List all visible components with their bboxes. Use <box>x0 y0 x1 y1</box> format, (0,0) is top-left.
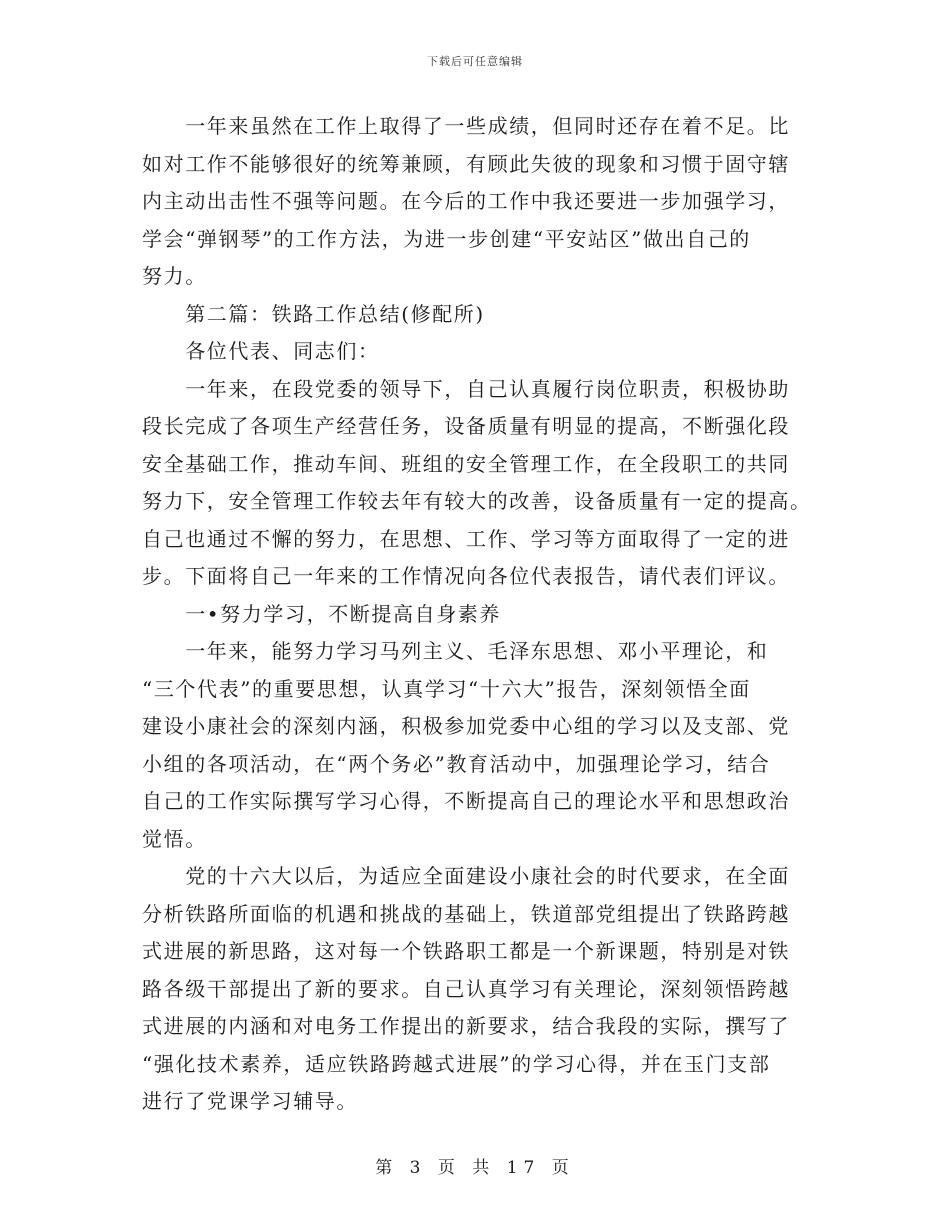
text-line: 式进展的内涵和对电务工作提出的新要求，结合我段的实际，撰写了 <box>142 1014 790 1038</box>
section-heading: 第二篇：铁路工作总结(修配所) <box>142 301 485 326</box>
text-line: 一年来虽然在工作上取得了一些成绩，但同时还存在着不足。比 <box>142 114 790 138</box>
text-line: 努力。 <box>142 264 207 288</box>
text-line: 小组的各项活动，在“两个务必”教育活动中，加强理论学习，结合 <box>142 751 771 776</box>
text-line: 自己的工作实际撰写学习心得，不断提高自己的理论水平和思想政治 <box>142 789 790 813</box>
text-line: 式进展的新思路，这对每一个铁路职工都是一个新课题，特别是对铁 <box>142 939 790 963</box>
text-line: 觉悟。 <box>142 826 207 851</box>
text-line: 分析铁路所面临的机遇和挑战的基础上，铁道部党组提出了铁路跨越 <box>142 901 790 926</box>
text-line: 安全基础工作，推动车间、班组的安全管理工作，在全段职工的共同 <box>142 451 790 476</box>
text-line: 努力下，安全管理工作较去年有较大的改善，设备质量有一定的提高。 <box>142 489 812 513</box>
text-line: 步。下面将自己一年来的工作情况向各位代表报告，请代表们评议。 <box>142 564 790 588</box>
text-line: “强化技术素养，适应铁路跨越式进展”的学习心得，并在玉门支部 <box>142 1051 771 1076</box>
salutation: 各位代表、同志们： <box>142 339 380 363</box>
page-header-note: 下载后可任意编辑 <box>427 55 523 68</box>
text-line: 一年来，能努力学习马列主义、毛泽东思想、邓小平理论，和 <box>142 639 769 663</box>
text-line: 段长完成了各项生产经营任务，设备质量有明显的提高，不断强化段 <box>142 414 790 438</box>
text-line: 党的十六大以后，为适应全面建设小康社会的时代要求，在全面 <box>142 864 790 888</box>
text-line: 学会“弹钢琴”的工作方法，为进一步创建“平安站区”做出自己的 <box>142 226 751 251</box>
text-line: “三个代表”的重要思想，认真学习“十六大”报告，深刻领悟全面 <box>142 676 751 701</box>
text-line: 一年来，在段党委的领导下，自己认真履行岗位职责，积极协助 <box>142 376 790 401</box>
text-line: 自己也通过不懈的努力，在思想、工作、学习等方面取得了一定的进 <box>142 526 790 551</box>
page-number-footer: 第 3 页 共 17 页 <box>375 1158 575 1178</box>
text-line: 内主动出击性不强等问题。在今后的工作中我还要进一步加强学习， <box>142 189 790 213</box>
document-body <box>142 108 810 1121</box>
text-line: 建设小康社会的深刻内涵，积极参加党委中心组的学习以及支部、党 <box>142 714 790 738</box>
text-line: 路各级干部提出了新的要求。自己认真学习有关理论，深刻领悟跨越 <box>142 976 790 1001</box>
text-line: 如对工作不能够很好的统筹兼顾，有顾此失彼的现象和习惯于固守辖 <box>142 151 790 176</box>
subsection-heading: 一•努力学习，不断提高自身素养 <box>142 601 501 626</box>
text-line: 进行了党课学习辅导。 <box>142 1089 358 1113</box>
